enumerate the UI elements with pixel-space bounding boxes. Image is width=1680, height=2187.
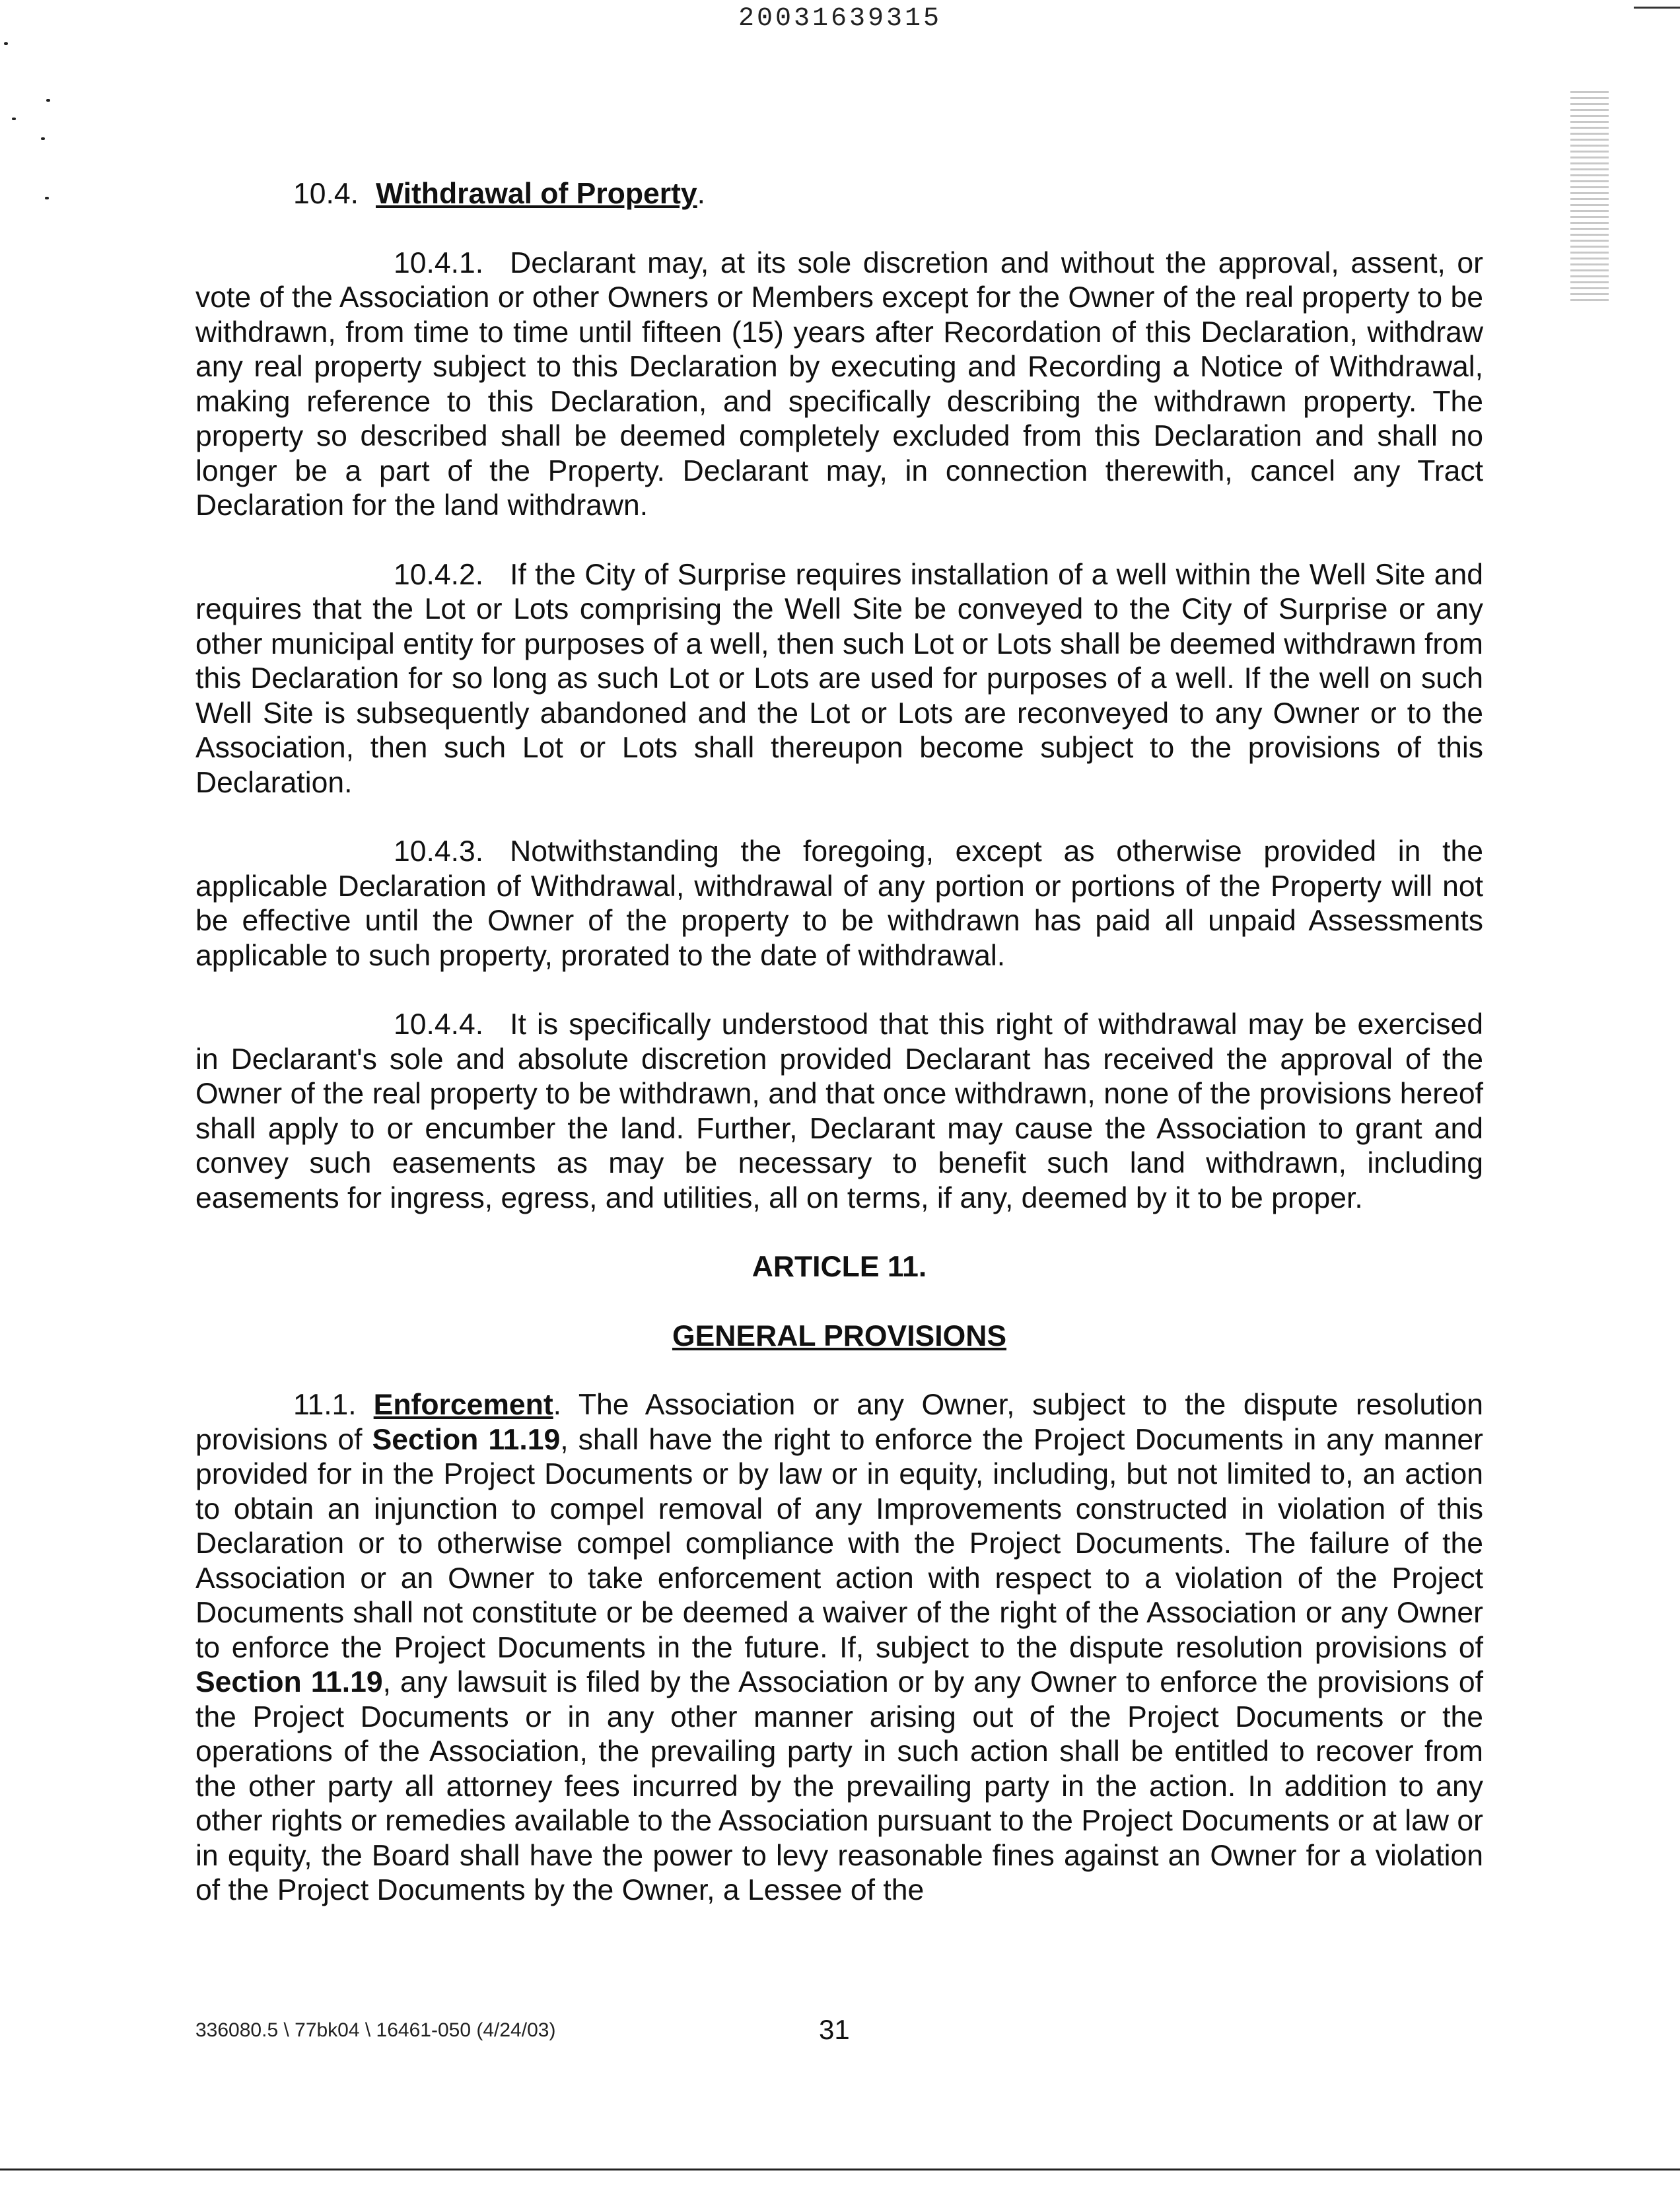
page-number: 31: [819, 2014, 850, 2045]
scan-speck: [12, 118, 16, 120]
paragraph-10-4-2: [195, 558, 1483, 801]
scan-speck: [45, 197, 49, 199]
paragraph-text: Notwithstanding the foregoing, except as otherwise provided in the applicable Declaration of Withdrawal, withdrawal of any portion or portions of the Property will not be effective until the Owner of the property to be withdrawn has paid all unpaid Assessments applicable to such property, prorated to the date of withdrawal.: [195, 835, 1483, 972]
paragraph-number: 10.4.2.: [394, 558, 484, 591]
section-number: 11.1.: [293, 1389, 357, 1421]
paragraph-10-4-1: [195, 246, 1483, 524]
paragraph-text: , any lawsuit is filed by the Association or by any Owner to enforce the provisions of the Project Documents or in any other manner arising out of the Project Documents or the operations of the Association, the prevailing party in such action shall be entitled to recover from the other party all attorney fees incurred by the prevailing party in the action. In addition to any other rights or remedies available to the Association pursuant to the Project Documents or at law or in equity, the Board shall have the power to levy reasonable fines against an Owner for a violation of the Project Documents by the Owner, a Lessee of the: [195, 1666, 1483, 1906]
paragraph-number: 10.4.3.: [394, 835, 484, 868]
section-reference: Section 11.19: [372, 1423, 561, 1456]
section-reference: Section 11.19: [195, 1666, 383, 1698]
document-body: [195, 177, 1483, 1908]
paragraph-text: It is specifically understood that this right of withdrawal may be exercised in Declarant's sole and absolute discretion provided Declarant has received the approval of the Owner of the real property to be withdrawn, and that once withdrawn, none of the provisions hereof shall apply to or encumber the land. Further, Declarant may cause the Association to grant and convey such easements as may be necessary to benefit such land withdrawn, including easements for ingress, egress, and utilities, all on terms, if any, deemed by it to be proper.: [195, 1008, 1483, 1214]
paragraph-number: 10.4.1.: [394, 246, 484, 279]
paragraph-text: , shall have the right to enforce the Project Documents in any manner provided for in the Project Documents or by law or in equity, including, but not limited to, an action to obtain an injunction to compel removal of any Improvements constructed in violation of this Declaration or to otherwise compel compliance with the Project Documents. The failure of the Association or an Owner to take enforcement action with respect to a violation of the Project Documents shall not constitute or be deemed a waiver of the right of the Association or any Owner to enforce the Project Documents in the future. If, subject to the dispute resolution provisions of: [195, 1423, 1483, 1664]
paragraph-text: If the City of Surprise requires installation of a well within the Well Site and requires that the Lot or Lots comprising the Well Site be conveyed to the City of Surprise or any other municipal entity for purposes of a well, then such Lot or Lots shall be deemed withdrawn from this Declaration for so long as such Lot or Lots are used for purposes of a well. If the well on such Well Site is subsequently abandoned and the Lot or Lots are reconveyed to any Owner or to the Association, then such Lot or Lots shall thereupon become subject to the provisions of this Declaration.: [195, 558, 1483, 799]
paragraph-10-4-4: [195, 1008, 1483, 1216]
paragraph-10-4-3: [195, 835, 1483, 973]
paragraph-text: Declarant may, at its sole discretion and without the approval, assent, or vote of the Association or other Owners or Members except for the Owner of the real property to be withdrawn, from time to time until fifteen (15) years after Recordation of this Declaration, withdraw any real property subject to this Declaration by executing and Recording a Notice of Withdrawal, making reference to this Declaration, and specifically describing the withdrawn property. The property so described shall be deemed completely excluded from this Declaration and shall no longer be a part of the Property. Declarant may, in connection therewith, cancel any Tract Declaration for the land withdrawn.: [195, 246, 1483, 522]
scan-speck: [41, 137, 45, 140]
vertical-barcode-stamp: [1570, 90, 1609, 301]
section-number: 10.4.: [293, 178, 359, 210]
section-title: Enforcement: [373, 1389, 553, 1421]
paragraph-text: The Association or any Owner, subject to the dispute resolution provisions of: [195, 1389, 1483, 1456]
scan-speck: [4, 42, 8, 45]
article-title: ARTICLE 11.: [752, 1251, 927, 1283]
scan-speck: [46, 99, 50, 102]
recording-number: 20031639315: [738, 4, 942, 34]
top-edge-rule: [1634, 7, 1680, 9]
paragraph-number: 10.4.4.: [394, 1008, 484, 1041]
footer-document-reference: 336080.5 \ 77bk04 \ 16461-050 (4/24/03): [195, 2019, 556, 2041]
article-subtitle: GENERAL PROVISIONS: [672, 1319, 1007, 1352]
section-10-4-heading: 10.4. Withdrawal of Property.: [293, 178, 706, 210]
bottom-edge-rule: [0, 2169, 1680, 2170]
section-title: Withdrawal of Property: [375, 178, 697, 210]
section-11-1-paragraph: 11.1. Enforcement. The Association or any Owner, subject to the dispute resolution provisions of Section 11.19, shall have the right to enforce the Project Documents in any manner provided for in the Project Documents or by law or in equity, including, but not limited to, an action to obtain an injunction to compel removal of any Improvements constructed in violation of this Declaration or to otherwise compel compliance with the Project Documents. The failure of the Association or an Owner to take enforcement action with respect to a violation of the Project Documents shall not constitute or be deemed a waiver of the right of the Association or any Owner to enforce the Project Documents in the future. If, subject to the dispute resolution provisions of Section 11.19, any lawsuit is filed by the Association or by any Owner to enforce the provisions of the Project Documents or in any other manner arising out of the Project Documents or the operations of the Association, the prevailing party in such action shall be entitled to recover from the other party all attorney fees incurred by the prevailing party in the action. In addition to any other rights or remedies available to the Association pursuant to the Project Documents or at law or in equity, the Board shall have the power to levy reasonable fines against an Owner for a violation of the Project Documents by the Owner, a Lessee of the: [195, 1389, 1483, 1906]
